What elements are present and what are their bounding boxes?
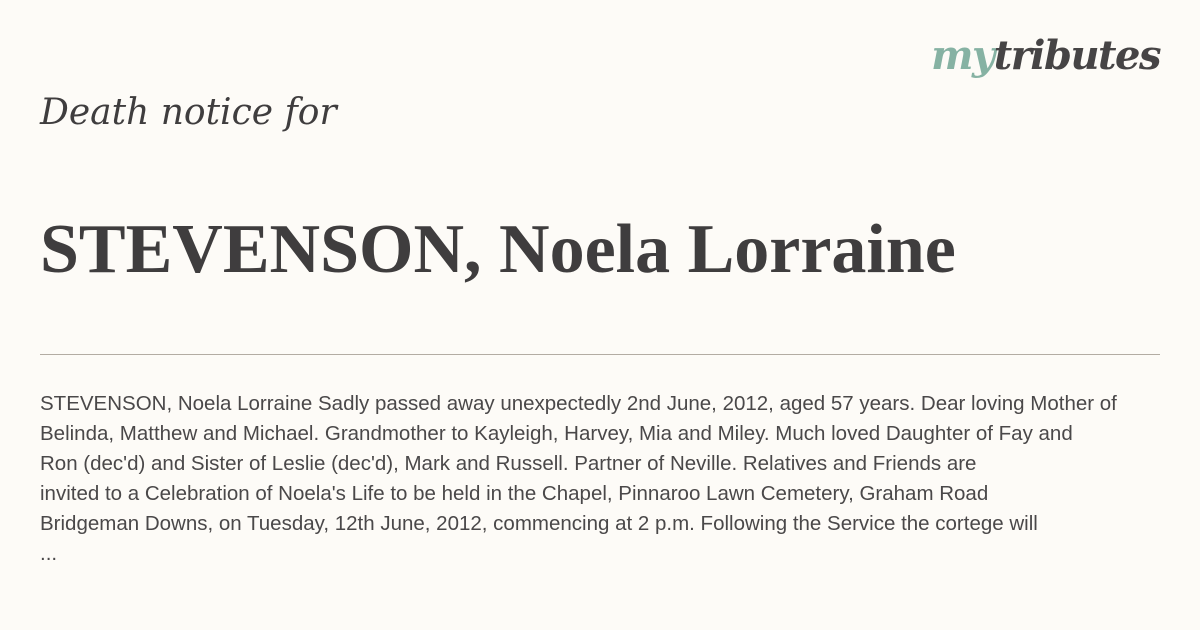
logo-part-tributes: tributes (993, 32, 1160, 79)
notice-line: Ron (dec'd) and Sister of Leslie (dec'd), Mark and Russell. Partner of Neville. Relatives and Friends are (40, 452, 977, 475)
notice-line: Bridgeman Downs, on Tuesday, 12th June, 2012, commencing at 2 p.m. Following the Service the cortege will (40, 512, 1038, 535)
notice-line: Belinda, Matthew and Michael. Grandmother to Kayleigh, Harvey, Mia and Miley. Much loved Daughter of Fay and (40, 422, 1073, 445)
notice-line: invited to a Celebration of Noela's Life to be held in the Chapel, Pinnaroo Lawn Cemetery, Graham Road (40, 482, 989, 505)
notice-line: STEVENSON, Noela Lorraine Sadly passed away unexpectedly 2nd June, 2012, aged 57 years. Dear loving Mother of (40, 392, 1117, 415)
deceased-name: STEVENSON, Noela Lorraine (40, 211, 956, 288)
logo-part-my: my (931, 32, 994, 79)
death-notice-intro: Death notice for (40, 92, 337, 133)
notice-ellipsis: ... (40, 542, 58, 565)
notice-body (40, 389, 1180, 569)
mytributes-logo[interactable] (931, 32, 1160, 79)
divider (40, 354, 1160, 355)
